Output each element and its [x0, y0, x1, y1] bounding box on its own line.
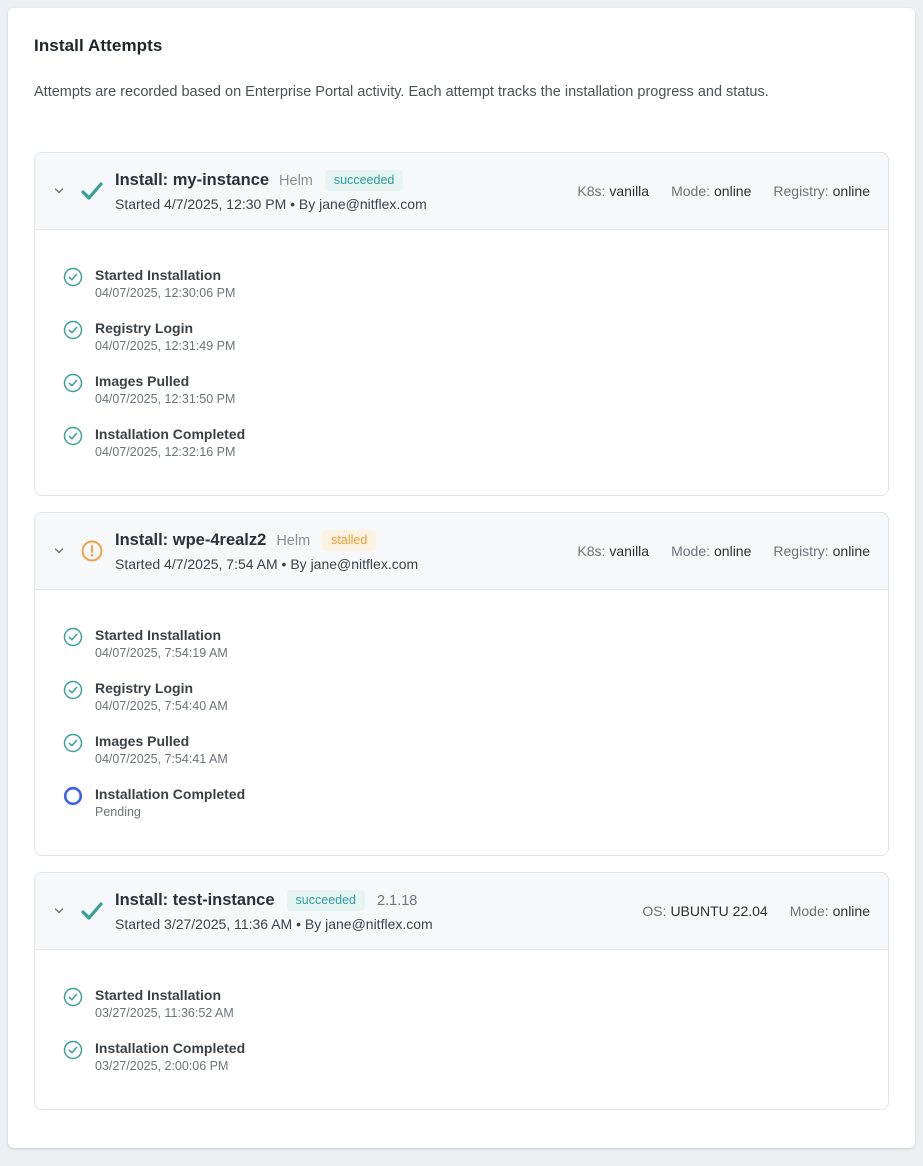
meta-os: OS: UBUNTU 22.04	[642, 903, 768, 919]
step-done-icon	[63, 373, 83, 393]
attempt-head-text	[115, 530, 418, 572]
step-row	[63, 679, 864, 715]
attempt-header-wpe-4realz2[interactable]	[35, 513, 888, 590]
meta-registry: Registry: online	[773, 183, 870, 199]
attempt-title: Install: my-instance	[115, 171, 270, 189]
status-badge: succeeded	[287, 890, 365, 911]
step-title: Started Installation	[95, 627, 222, 643]
install-attempt-card-my-instance	[34, 152, 889, 496]
step-title: Registry Login	[95, 320, 194, 336]
meta-registry: Registry: online	[773, 543, 870, 559]
step-title: Installation Completed	[95, 426, 246, 442]
step-title: Installation Completed	[95, 1040, 246, 1056]
attempt-method: Helm	[279, 172, 313, 189]
meta-k8s: K8s: vanilla	[577, 543, 650, 559]
step-row	[63, 425, 864, 461]
attempt-version: 2.1.18	[377, 892, 418, 909]
step-timestamp: 04/07/2025, 7:54:40 AM	[95, 699, 228, 713]
step-title: Registry Login	[95, 680, 194, 696]
attempt-cards-list	[34, 152, 889, 1110]
meta-mode: Mode: online	[671, 183, 752, 199]
attempt-head-text	[115, 170, 427, 212]
step-timestamp: 04/07/2025, 12:30:06 PM	[95, 286, 236, 300]
meta-mode: Mode: online	[671, 543, 752, 559]
step-timestamp: 04/07/2025, 7:54:19 AM	[95, 646, 228, 660]
step-row	[63, 626, 864, 662]
attempt-header-test-instance[interactable]	[35, 873, 888, 950]
warning-icon	[79, 538, 105, 564]
step-title: Images Pulled	[95, 733, 190, 749]
step-done-icon	[63, 733, 83, 753]
step-row	[63, 372, 864, 408]
attempt-meta	[561, 543, 870, 559]
attempt-started-line: Started 3/27/2025, 11:36 AM • By jane@nitflex.com	[115, 916, 433, 932]
step-timestamp: 03/27/2025, 11:36:52 AM	[95, 1006, 234, 1020]
meta-mode: Mode: online	[789, 903, 870, 919]
attempt-steps	[35, 950, 888, 1109]
meta-k8s: K8s: vanilla	[577, 183, 650, 199]
step-row	[63, 1039, 864, 1075]
attempt-steps	[35, 230, 888, 495]
step-title: Started Installation	[95, 987, 222, 1003]
chevron-down-icon[interactable]	[53, 905, 65, 917]
step-done-icon	[63, 627, 83, 647]
attempt-meta	[561, 183, 870, 199]
page-subtitle: Attempts are recorded based on Enterprise Portal activity. Each attempt tracks the installation progress and status.	[34, 84, 769, 100]
step-timestamp: Pending	[95, 805, 141, 819]
step-done-icon	[63, 426, 83, 446]
attempt-started-line: Started 4/7/2025, 7:54 AM • By jane@nitflex.com	[115, 556, 419, 572]
step-title: Images Pulled	[95, 373, 190, 389]
step-timestamp: 03/27/2025, 2:00:06 PM	[95, 1059, 229, 1073]
step-title: Started Installation	[95, 267, 222, 283]
step-done-icon	[63, 320, 83, 340]
step-pending-icon	[63, 786, 83, 806]
step-row	[63, 266, 864, 302]
attempt-header-my-instance[interactable]	[35, 153, 888, 230]
step-row	[63, 785, 864, 821]
success-check-icon	[79, 898, 105, 924]
attempt-title: Install: wpe-4realz2	[115, 531, 267, 549]
step-timestamp: 04/07/2025, 12:31:50 PM	[95, 392, 236, 406]
step-timestamp: 04/07/2025, 12:31:49 PM	[95, 339, 236, 353]
status-badge: stalled	[322, 530, 376, 551]
attempt-method: Helm	[276, 532, 311, 549]
install-attempts-panel	[8, 8, 915, 1148]
step-title: Installation Completed	[95, 786, 246, 802]
install-attempt-card-wpe-4realz2	[34, 512, 889, 856]
install-attempt-card-test-instance	[34, 872, 889, 1110]
step-row	[63, 732, 864, 768]
step-done-icon	[63, 680, 83, 700]
status-badge: succeeded	[325, 170, 403, 191]
step-done-icon	[63, 1040, 83, 1060]
attempt-started-line: Started 4/7/2025, 12:30 PM • By jane@nitflex.com	[115, 196, 427, 212]
attempt-steps	[35, 590, 888, 855]
step-timestamp: 04/07/2025, 7:54:41 AM	[95, 752, 228, 766]
attempt-head-text	[115, 890, 433, 932]
page-title: Install Attempts	[34, 36, 163, 55]
step-timestamp: 04/07/2025, 12:32:16 PM	[95, 445, 236, 459]
step-done-icon	[63, 267, 83, 287]
success-check-icon	[79, 178, 105, 204]
attempt-meta	[626, 903, 870, 919]
step-row	[63, 986, 864, 1022]
step-done-icon	[63, 987, 83, 1007]
chevron-down-icon[interactable]	[53, 185, 65, 197]
step-row	[63, 319, 864, 355]
attempt-title: Install: test-instance	[115, 891, 275, 909]
chevron-down-icon[interactable]	[53, 545, 65, 557]
